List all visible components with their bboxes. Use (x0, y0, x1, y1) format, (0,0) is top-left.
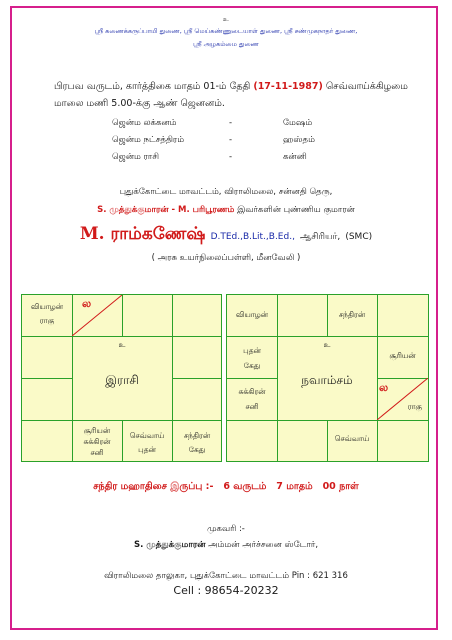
parents-names: S. முத்துக்குமாரன் - M. பரிபூரணம் (97, 205, 235, 215)
navamsa-title: நவாம்சம் (301, 373, 353, 387)
header-u: உ (223, 15, 229, 23)
parents-line (0, 205, 452, 216)
contact-heading: முகவரி :- (207, 524, 245, 534)
son-line (0, 224, 452, 246)
school-line: ( அரசு உயர்நிலைப்பள்ளி, மீனவேலி ) (151, 253, 301, 263)
dasa-line: சந்திர மஹாதிசை இருப்பு :- 6 வருடம் 7 மாதம் 00 நாள் (93, 481, 359, 492)
address-line: புதுக்கோட்டை மாவட்டம், விராலிமலை, சன்னதி தெரு, (119, 187, 333, 197)
nav-n1: வியாழன் (235, 310, 269, 319)
rasi-c1a: வியாழன் (30, 302, 64, 311)
contact-address: விராலிமலை தாலுகா, புதுக்கோட்டை மாவட்டம் Pin : 621 316 (104, 571, 348, 581)
lagna-diagonal (72, 295, 122, 336)
contact-name: S. முத்துக்குமாரன் (133, 540, 206, 550)
contact-name-line (0, 540, 452, 551)
son-degree: D.TEd.,B.Lit.,B.Ed., (210, 232, 295, 242)
nav-n4a: புதன் (243, 346, 261, 355)
navamsa-chart (226, 294, 429, 462)
nav-n7: ராகு (407, 402, 422, 411)
rasi-c11a: சந்திரன் (183, 431, 211, 440)
rasi-chart (21, 294, 222, 462)
nav-n5: சூரியன் (389, 351, 416, 360)
rasi-lagna: ல (82, 297, 92, 310)
birth-line2: மாலை மணி 5.00-க்கு ஆண் ஜெனனம். (54, 98, 225, 109)
birth-line1 (54, 81, 408, 93)
detail-value-1: மேஷம் (283, 118, 313, 128)
birth-text-post: செவ்வாய்க்கிழமை (325, 81, 408, 92)
son-name: M. ராம்கணேஷ் (79, 224, 206, 244)
rasi-title: இராசி (105, 373, 139, 387)
detail-label-2: ஜென்ம நட்சத்திரம் (112, 135, 185, 145)
rasi-c10a: செவ்வாய் (129, 431, 165, 440)
rasi-c9c: சனி (90, 448, 104, 457)
nav-n3: சந்திரன் (338, 310, 366, 319)
detail-sep-1: - (229, 118, 233, 128)
son-job: ஆசிரியர், (300, 232, 341, 242)
rasi-c9a: சூரியன் (83, 426, 111, 435)
nav-n6a: சுக்கிரன் (238, 387, 266, 396)
parents-rest: இவர்களின் புண்ணிய குமாரன் (237, 205, 355, 215)
detail-value-2: ஹஸ்தம் (283, 135, 315, 145)
contact-cell: Cell : 98654-20232 (173, 584, 279, 597)
son-smc: (SMC) (345, 232, 373, 242)
detail-sep-2: - (229, 135, 233, 145)
nav-lagna: ல (379, 381, 389, 394)
detail-label-3: ஜென்ம ராசி (112, 152, 159, 162)
detail-label-1: ஜென்ம லக்கனம் (112, 118, 177, 128)
rasi-c10b: புதன் (138, 445, 156, 454)
rasi-c11b: கேது (188, 445, 206, 454)
birth-text-pre: பிரபவ வருடம், கார்த்திகை மாதம் 01-ம் தேதி (54, 81, 251, 92)
contact-shop: அம்மன் அர்ச்சனை ஸ்டோர், (208, 540, 319, 550)
nav-n9: செவ்வாய் (334, 434, 370, 443)
rasi-u: உ (118, 340, 126, 349)
birth-date: (17-11-1987) (253, 81, 323, 92)
rasi-c9b: சுக்கிரன் (83, 437, 111, 446)
navamsa-u: உ (323, 340, 331, 349)
detail-sep-3: - (229, 152, 233, 162)
detail-value-3: கன்னி (283, 152, 307, 162)
rasi-c1b: ராகு (39, 316, 55, 325)
nav-n6b: சனி (245, 402, 259, 411)
nav-n4b: கேது (243, 361, 261, 370)
header-line1: ஸ்ரீ கணைக்கருப்பாமி துணை, ஸ்ரீ மெய்கண்ணுடையாள் துணை, ஸ்ரீ சண்முகநாதர் துணை, (94, 27, 358, 35)
header-line2: ஸ்ரீ அழகம்மை துணை (193, 40, 259, 48)
